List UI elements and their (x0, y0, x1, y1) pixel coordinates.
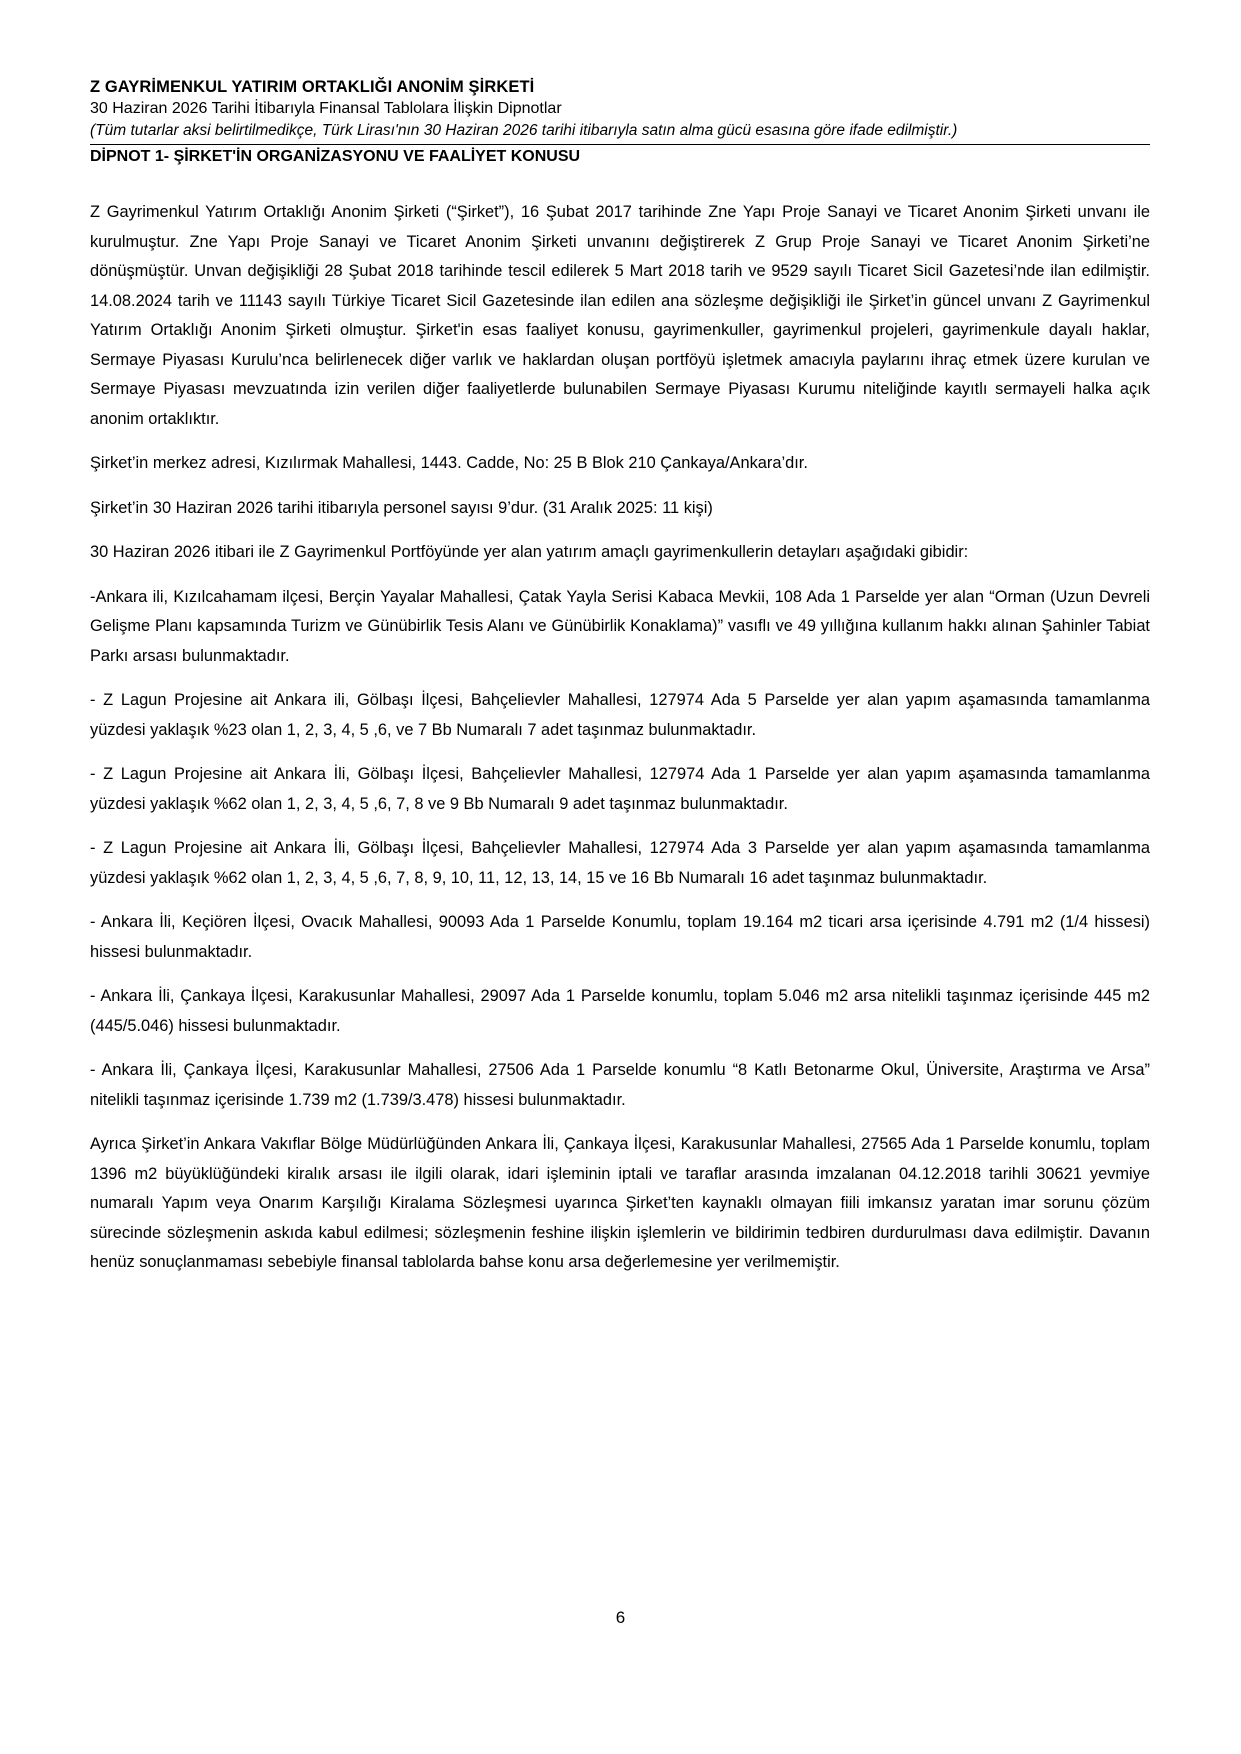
currency-note: (Tüm tutarlar aksi belirtilmedikçe, Türk Lirası'nın 30 Haziran 2026 tarihi itibarıyla satın alma gücü esasına göre ifade edilmiştir.) (90, 122, 958, 139)
paragraph-portfolio-item: - Z Lagun Projesine ait Ankara İli, Gölbaşı İlçesi, Bahçelievler Mahallesi, 127974 Ada 3 Parselde yer alan yapım aşamasında tamamlanma yüzdesi yaklaşık %62 olan 1, 2, 3, 4, 5 ,6, 7, 8, 9, 10, 11, 12, 13, 14, 15 ve 16 Bb Numaralı 16 adet taşınmaz bulunmaktadır. (90, 839, 1150, 887)
page-header (90, 76, 1150, 168)
paragraph-portfolio-item: - Ankara İli, Çankaya İlçesi, Karakusunlar Mahallesi, 29097 Ada 1 Parselde konumlu, toplam 5.046 m2 arsa nitelikli taşınmaz içerisinde 445 m2 (445/5.046) hissesi bulunmaktadır. (90, 987, 1150, 1035)
header-divider (90, 144, 1150, 145)
section-title: DİPNOT 1- ŞİRKET'İN ORGANİZASYONU VE FAALİYET KONUSU (90, 148, 581, 165)
paragraph-company-history: Z Gayrimenkul Yatırım Ortaklığı Anonim Şirketi (“Şirket”), 16 Şubat 2017 tarihinde Zne Yapı Proje Sanayi ve Ticaret Anonim Şirketi unvanı ile kurulmuştur. Zne Yapı Proje Sanayi ve Ticaret Anonim Şirketi unvanını değiştirerek Z Grup Proje Sanayi ve Ticaret Anonim Şirketi’ne dönüşmüştür. Unvan değişikliği 28 Şubat 2018 tarihinde tescil edilerek 5 Mart 2018 tarih ve 9529 sayılı Ticaret Sicil Gazetesi’nde ilan edilmiştir. 14.08.2024 tarih ve 11143 sayılı Türkiye Ticaret Sicil Gazetesinde ilan edilen ana sözleşme değişikliği ile Şirket’in güncel unvanı Z Gayrimenkul Yatırım Ortaklığı Anonim Şirketi olmuştur. Şirket'in esas faaliyet konusu, gayrimenkuller, gayrimenkul projeleri, gayrimenkule dayalı haklar, Sermaye Piyasası Kurulu’nca belirlenecek diğer varlık ve haklardan oluşan portföyü işletmek amacıyla paylarını ihraç etmek üzere kurulan ve Sermaye Piyasası mevzuatında izin verilen diğer faaliyetlerde bulunabilen Sermaye Piyasası Kurumu niteliğinde kayıtlı sermayeli halka açık anonim ortaklıktır. (90, 203, 1150, 428)
paragraph-portfolio-intro: 30 Haziran 2026 itibari ile Z Gayrimenkul Portföyünde yer alan yatırım amaçlı gayrimenkullerin detayları aşağıdaki gibidir: (90, 543, 969, 561)
page-number: 6 (615, 1608, 626, 1627)
paragraph-lawsuit: Ayrıca Şirket’in Ankara Vakıflar Bölge Müdürlüğünden Ankara İli, Çankaya İlçesi, Karakusunlar Mahallesi, 27565 Ada 1 Parselde konumlu, toplam 1396 m2 büyüklüğündeki kiralık arsası ile ilgili olarak, idari işleminin iptali ve taraflar arasında imzalanan 04.12.2018 tarihli 30621 yevmiye numaralı Yapım veya Onarım Karşılığı Kiralama Sözleşmesi uyarınca Şirket’ten kaynaklı olmayan fiili imkansız yaratan imar sorunu çözüm sürecinde sözleşmenin askıda kabul edilmesi; sözleşmenin feshine ilişkin işlemlerin ve bildirimin tedbiren durdurulması dava edilmiştir. Davanın henüz sonuçlanmaması sebebiyle finansal tablolarda bahse konu arsa değerlemesine yer verilmemiştir. (90, 1135, 1150, 1271)
paragraph-portfolio-item: - Z Lagun Projesine ait Ankara ili, Gölbaşı İlçesi, Bahçelievler Mahallesi, 127974 Ada 5 Parselde yer alan yapım aşamasında tamamlanma yüzdesi yaklaşık %23 olan 1, 2, 3, 4, 5 ,6, ve 7 Bb Numaralı 7 adet taşınmaz bulunmaktadır. (90, 691, 1150, 739)
paragraph-staff-count: Şirket’in 30 Haziran 2026 tarihi itibarıyla personel sayısı 9’dur. (31 Aralık 2025: 11 kişi) (90, 498, 713, 517)
paragraph-portfolio-item: - Ankara İli, Keçiören İlçesi, Ovacık Mahallesi, 90093 Ada 1 Parselde Konumlu, toplam 19.164 m2 ticari arsa içerisinde 4.791 m2 (1/4 hissesi) hissesi bulunmaktadır. (90, 913, 1150, 961)
paragraph-portfolio-item: - Ankara İli, Çankaya İlçesi, Karakusunlar Mahallesi, 27506 Ada 1 Parselde konumlu “8 Katlı Betonarme Okul, Üniversite, Araştırma ve Arsa” nitelikli taşınmaz içerisinde 1.739 m2 (1.739/3.478) hissesi bulunmaktadır. (90, 1061, 1150, 1109)
company-name: Z GAYRİMENKUL YATIRIM ORTAKLIĞI ANONİM ŞİRKETİ (90, 78, 535, 96)
paragraph-portfolio-item: - Z Lagun Projesine ait Ankara İli, Gölbaşı İlçesi, Bahçelievler Mahallesi, 127974 Ada 1 Parselde yer alan yapım aşamasında tamamlanma yüzdesi yaklaşık %62 olan 1, 2, 3, 4, 5 ,6, 7, 8 ve 9 Bb Numaralı 9 adet taşınmaz bulunmaktadır. (90, 765, 1150, 813)
paragraph-portfolio-item: -Ankara ili, Kızılcahamam ilçesi, Berçin Yayalar Mahallesi, Çatak Yayla Serisi Kabaca Mevkii, 108 Ada 1 Parselde yer alan “Orman (Uzun Devreli Gelişme Planı kapsamında Turizm ve Günübirlik Tesis Alanı ve Günübirlik Konaklama)” vasıflı ve 49 yıllığına kullanım hakkı alınan Şahinler Tabiat Parkı arsası bulunmaktadır. (90, 587, 1150, 665)
paragraph-address: Şirket’in merkez adresi, Kızılırmak Mahallesi, 1443. Cadde, No: 25 B Blok 210 Çankaya/Ankara’dır. (90, 454, 808, 472)
section-body (90, 198, 1150, 1293)
report-subtitle: 30 Haziran 2026 Tarihi İtibarıyla Finansal Tablolara İlişkin Dipnotlar (90, 100, 562, 117)
